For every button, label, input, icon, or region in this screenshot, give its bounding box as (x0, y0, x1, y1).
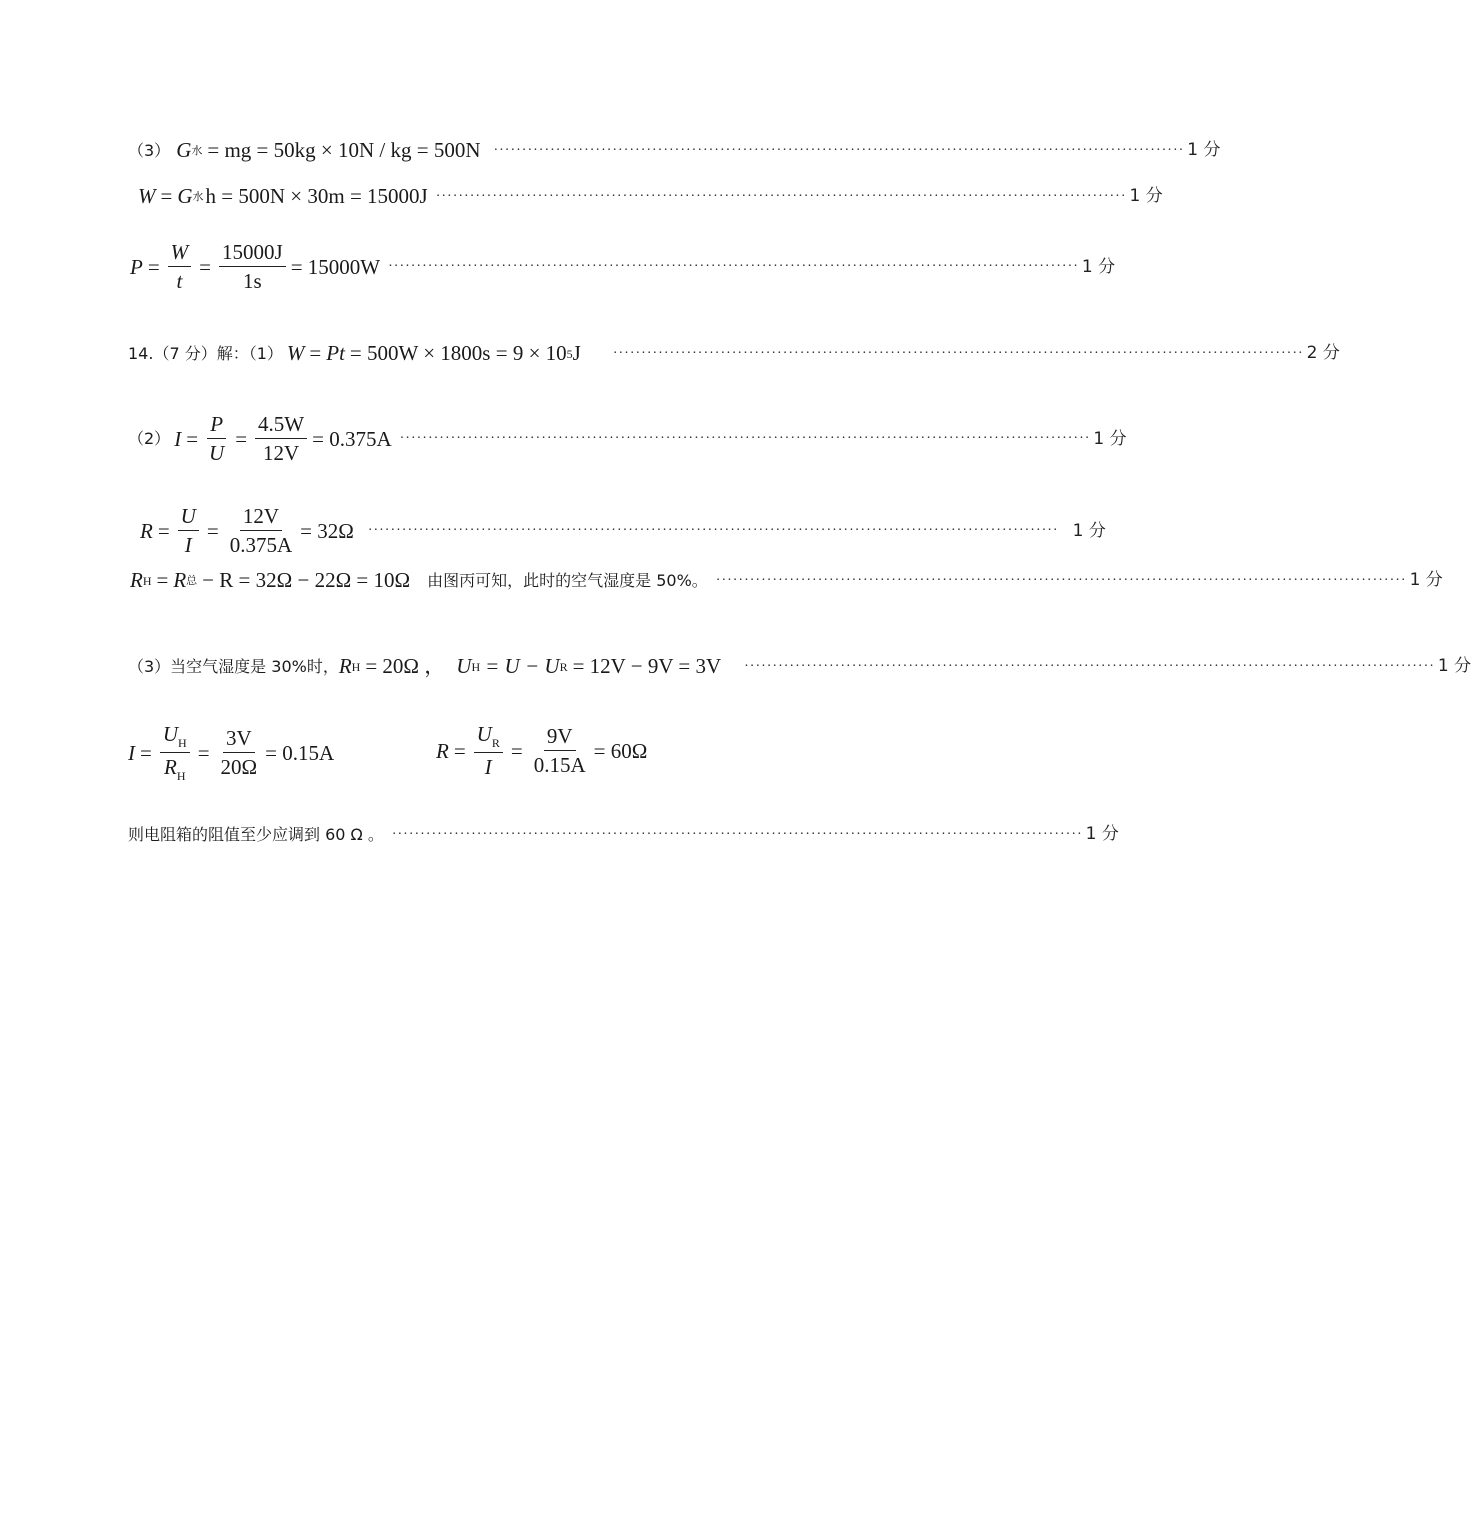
exponent: 5 (566, 346, 573, 361)
fraction-U-over-I (178, 506, 199, 556)
denominator: I (184, 533, 192, 557)
equals-sign: = (235, 426, 248, 451)
fraction-values (218, 728, 261, 778)
leader-dots: ·························································································································· (388, 259, 1079, 274)
subscript-water: 水 (192, 190, 204, 203)
var-R: R (164, 755, 177, 779)
equals-sign: = (157, 518, 170, 543)
var-R: R (130, 568, 143, 592)
score-label: 1 分 (1085, 824, 1119, 844)
subscript-water: 水 (191, 144, 203, 157)
fraction-W-over-t (168, 242, 192, 292)
numerator: 9V (544, 726, 576, 751)
leader-dots: ·························································································································· (391, 826, 1083, 842)
equation-resistance-box (436, 724, 647, 778)
result: = 60Ω (593, 738, 648, 763)
equals-sign: = (510, 738, 523, 763)
denominator: 20Ω (220, 755, 258, 779)
var-R: R (140, 518, 153, 543)
leader-dots: ·························································································································· (715, 572, 1407, 588)
numerator: U (178, 506, 199, 531)
score-label: 1 分 (1093, 428, 1127, 449)
fraction-UH-over-RH (160, 724, 190, 782)
fraction-values (219, 242, 286, 292)
var-G: G (176, 138, 192, 162)
part-label: （2） (128, 429, 171, 448)
var-R-total: R (173, 568, 187, 592)
var-I: I (128, 740, 135, 765)
result: = 32Ω (300, 518, 354, 543)
var-W: W (138, 184, 156, 208)
conclusion-text: 则电阻箱的阻值至少应调到 60 Ω 。 (128, 824, 384, 844)
score-label: 1 分 (1129, 186, 1163, 206)
answer-line-power (130, 240, 1116, 293)
var-U: U (456, 654, 472, 678)
equals-sign: = (160, 184, 173, 208)
score-label: 1 分 (1072, 520, 1106, 541)
var-W: W (286, 341, 305, 365)
question-label: 14.（7 分）解：（1） (128, 343, 283, 363)
numerator: 4.5W (255, 414, 307, 439)
answer-line-14-1 (128, 341, 1340, 365)
equation-expr: = 12V − 9V = 3V (572, 654, 722, 678)
var-R: R (436, 738, 449, 763)
equals-sign: = (309, 341, 322, 365)
denominator: 12V (263, 441, 300, 465)
answer-line-resistance-sensor (130, 568, 1443, 592)
leader-dots: ·························································································································· (493, 142, 1185, 158)
leader-dots: ·························································································································· (367, 523, 1059, 538)
equation-current-3 (128, 724, 334, 782)
denominator: t (176, 269, 183, 293)
denominator: 1s (243, 269, 262, 293)
subscript-H: H (142, 573, 152, 588)
answer-line-14-2-current (128, 412, 1127, 465)
equation-expr: h = 500N × 30m = 15000J (205, 184, 428, 208)
equation-expr: = 20Ω ， (365, 654, 446, 678)
var-P: P (130, 254, 143, 279)
explanation-text: 由图丙可知，此时的空气湿度是 50%。 (427, 570, 708, 590)
score-label: 1 分 (1187, 140, 1221, 160)
subscript-H: H (471, 659, 481, 674)
denominator: U (209, 441, 225, 465)
numerator: 12V (240, 506, 282, 531)
numerator: P (207, 414, 226, 439)
equals-sign: = (206, 518, 219, 543)
answer-line-3-gravity (128, 138, 1221, 162)
var-Pt: Pt (326, 341, 345, 365)
denominator: 0.15A (533, 753, 586, 777)
equation-expr: = U − U (485, 654, 560, 678)
var-G: G (177, 184, 193, 208)
score-label: 1 分 (1081, 256, 1116, 277)
var-U: U (162, 722, 179, 746)
fraction-values (255, 414, 307, 464)
fraction-P-over-U (206, 414, 227, 464)
equation-expr: − R = 32Ω − 22Ω = 10Ω (202, 568, 411, 592)
subscript-R: R (491, 736, 500, 750)
numerator: 15000J (219, 242, 286, 267)
fraction-values (531, 726, 589, 776)
equation-expr: = 500W × 1800s = 9 × 10 (349, 341, 567, 365)
result: = 15000W (290, 254, 381, 279)
var-I: I (174, 426, 182, 451)
leader-dots: ·························································································································· (744, 658, 1435, 674)
score-label: 1 分 (1409, 570, 1443, 590)
leader-dots: ·························································································································· (399, 431, 1091, 446)
subscript-H: H (176, 769, 186, 783)
score-label: 1 分 (1437, 656, 1471, 676)
answer-line-14-3 (128, 654, 1471, 678)
denominator: 0.375A (229, 533, 293, 557)
subscript-H: H (178, 736, 187, 750)
result: = 0.15A (265, 740, 335, 765)
numerator: 3V (223, 728, 255, 753)
fraction-UR-over-I (474, 724, 503, 778)
equals-sign: = (453, 738, 466, 763)
fraction-values (227, 506, 295, 556)
denominator (161, 753, 189, 782)
answer-line-resistance-total (140, 504, 1106, 557)
leader-dots: ·························································································································· (612, 345, 1304, 361)
leader-dots: ·························································································································· (435, 188, 1127, 204)
unit: J (572, 341, 581, 365)
denominator: I (484, 755, 492, 779)
equals-sign: = (199, 254, 212, 279)
equals-sign: = (147, 254, 160, 279)
numerator (474, 724, 503, 753)
numerator: W (168, 242, 192, 267)
equation-expr: = mg = 50kg × 10N / kg = 500N (207, 138, 481, 162)
equals-sign: = (186, 426, 199, 451)
result: = 0.375A (312, 426, 392, 451)
answer-line-work (138, 184, 1163, 208)
equals-sign: = (197, 740, 210, 765)
equals-sign: = (140, 740, 152, 765)
part-label: （3） (128, 140, 171, 160)
subscript-H: H (351, 659, 361, 674)
score-label: 2 分 (1306, 343, 1340, 363)
var-U: U (476, 722, 492, 746)
equals-sign: = (156, 568, 169, 592)
var-R: R (338, 654, 352, 678)
numerator (160, 724, 190, 753)
part-label: （3）当空气湿度是 30%时， (128, 656, 339, 676)
answer-line-conclusion (128, 824, 1119, 844)
subscript-R: R (559, 659, 568, 674)
subscript-total: 总 (186, 574, 198, 587)
